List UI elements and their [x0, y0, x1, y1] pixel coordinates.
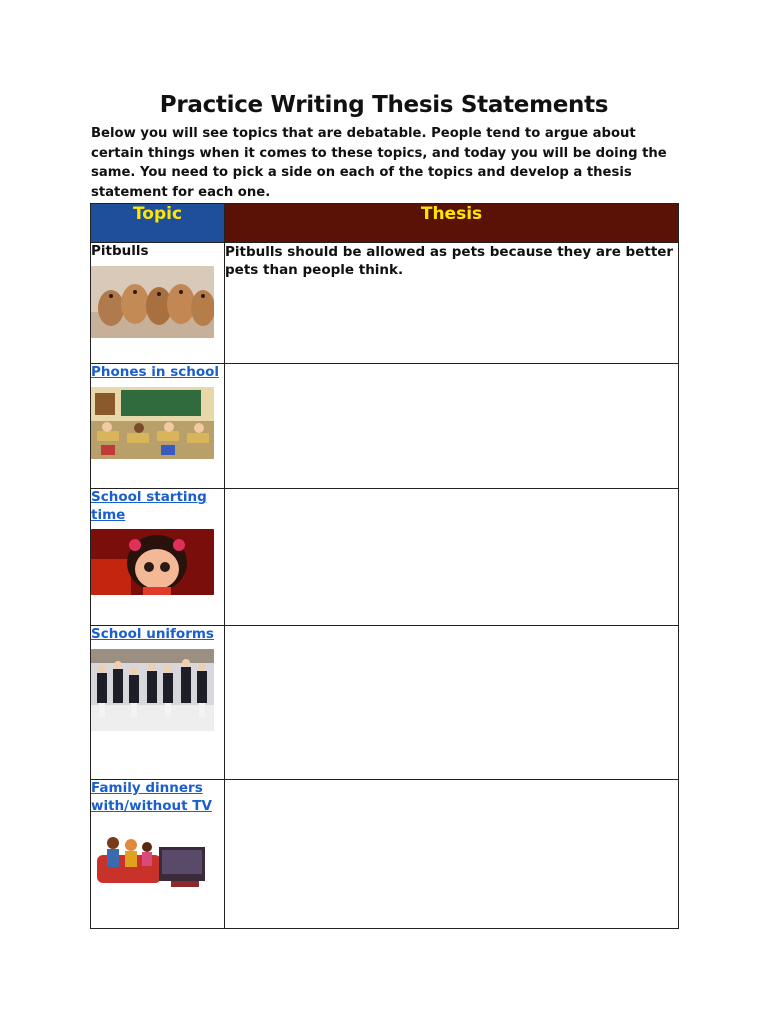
topic-cell [91, 489, 225, 626]
page-title: Practice Writing Thesis Statements [159, 92, 609, 118]
thesis-cell[interactable] [225, 489, 679, 626]
topic-link-school-starting-time[interactable]: School starting time [91, 489, 207, 523]
table-row [91, 626, 679, 780]
thesis-cell[interactable] [225, 780, 679, 929]
table-header-row [91, 204, 679, 243]
table-row [91, 489, 679, 626]
sleepy-girl-image [91, 529, 214, 595]
topic-link-school-uniforms[interactable]: School uniforms [91, 626, 214, 642]
topic-cell [91, 364, 225, 489]
students-uniforms-image [91, 649, 214, 731]
topic-cell [91, 780, 225, 929]
topic-cell [91, 626, 225, 780]
puppies-image [91, 266, 214, 338]
table-row [91, 364, 679, 489]
family-tv-image [91, 825, 214, 897]
table-row [91, 243, 679, 364]
topic-label-pitbulls: Pitbulls [91, 243, 149, 259]
topic-cell [91, 243, 225, 364]
classroom-image [91, 387, 214, 459]
thesis-cell[interactable]: Pitbulls should be allowed as pets because they are better pets than people think. [225, 243, 679, 364]
table-row [91, 780, 679, 929]
topics-table [90, 203, 679, 929]
topic-link-phones-in-school[interactable]: Phones in school [91, 364, 220, 380]
thesis-column-header: Thesis [225, 204, 679, 243]
topic-column-header: Topic [91, 204, 225, 243]
thesis-cell[interactable] [225, 626, 679, 780]
topic-link-family-dinners[interactable]: Family dinners with/without TV [91, 780, 212, 814]
intro-paragraph: Below you will see topics that are debatable. People tend to argue about certain things when it comes to these topics, and today you will be doing the same. You need to pick a side on each of the topics and develop a thesis statement for each one. [91, 126, 667, 200]
thesis-cell[interactable] [225, 364, 679, 489]
